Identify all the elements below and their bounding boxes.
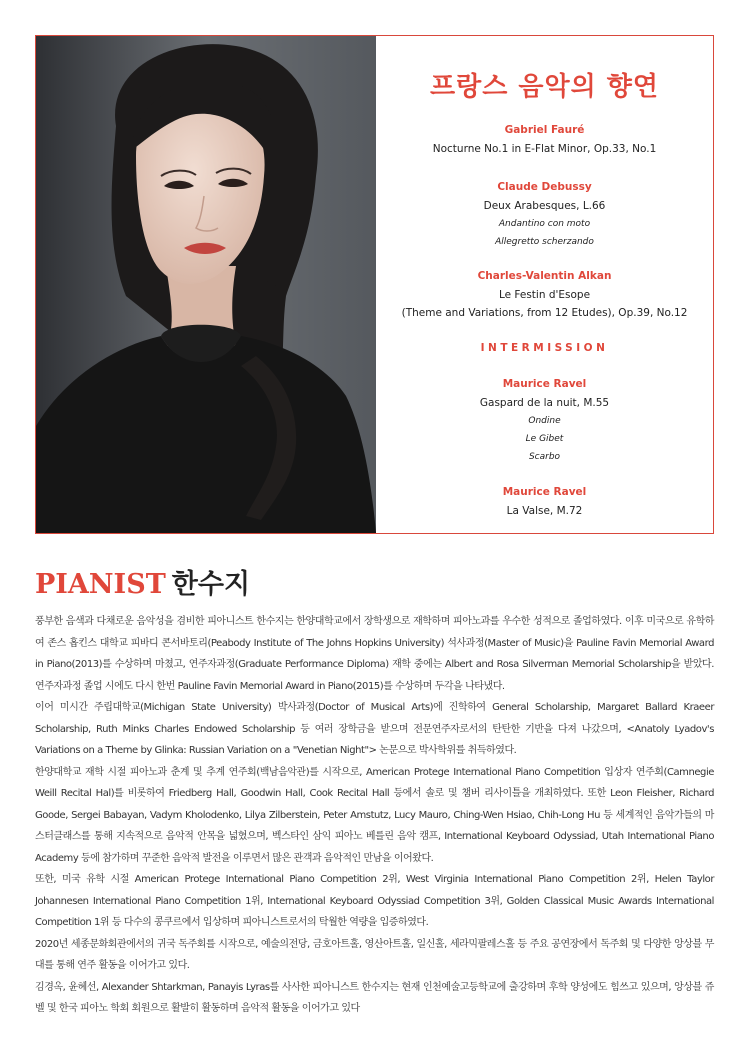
composer-name: Claude Debussy [497,181,592,193]
work-title: Gaspard de la nuit, M.55 [479,397,610,409]
bio-text [35,611,714,1020]
bio-heading-pianist: PIANIST [35,569,166,600]
program-piece [376,377,713,466]
program-piece [376,180,713,251]
movement: Le Gibet [525,434,564,444]
portrait-illustration [36,36,376,533]
pianist-portrait [36,36,376,533]
intermission-label: INTERMISSION [480,342,609,354]
bio-paragraph: 한양대학교 재학 시절 피아노과 춘계 및 추계 연주회(백남음악관)를 시작으로, American Protege International Piano Competition 입상자 연주회(Camnegie Weill Recital Hal)를 비롯하여 Friedberg Hall, Goodwin Hall, Cook Recital Hall 등에서 솔로 및 챔버 리사이틀을 개최하였다. 또한 Leon Fleisher, Richard Goode, Sergei Babayan, Vadym Kholodenko, Lilya Zilberstein, Peter Amstutz, Lucy Mauro, Ching-Wen Hsiao, Chih-Long Hu 등 세계적인 음악가들의 마스터클래스를 통해 지속적으로 음악적 안목을 넓혔으며, 벡스타인 삼익 피아노 베를린 음악 캠프, International Keyboard Odyssiad, Utah International Piano Academy 등에 참가하며 꾸준한 음악적 발전을 이루면서 많은 관객과 음악적인 만남을 이어왔다. [35,766,714,864]
composer-name: Gabriel Fauré [504,124,585,136]
work-title: La Valse, M.72 [506,505,583,517]
bio-paragraph: 김경옥, 윤혜선, Alexander Shtarkman, Panayis Lyras를 사사한 피아니스트 한수지는 현재 인천예술고등학교에 출강하며 후학 양성에도 힘쓰고 있으며, 앙상블 쥬벨 및 한국 피아노 학회 회원으로 활발히 활동하며 음악적 활동을 이어가고 있다 [35,981,714,1014]
composer-name: Charles-Valentin Alkan [477,270,612,282]
bio-paragraph: 이어 미시간 주립대학교(Michigan State University) 박사과정(Doctor of Musical Arts)에 진학하여 General Scholarship, Margaret Ballard Kraeer Scholarship, Ruth Minks Charles Endowed Scholarship 등 여러 장학금을 받으며 전문연주자로서의 탄탄한 기반을 다져 나갔으며, <Anatoly Lyadov's Variations on a Theme by Glinka: Russian Variation on a "Venetian Night"> 논문으로 박사학위를 취득하였다. [35,702,714,756]
bio-heading [35,562,250,602]
movement: Andantino con moto [498,219,591,229]
program-frame [35,35,714,534]
program-piece [376,485,713,520]
composer-name: Maurice Ravel [502,378,587,390]
work-title: Nocturne No.1 in E-Flat Minor, Op.33, No.1 [432,143,657,155]
bio-paragraph: 풍부한 음색과 다채로운 음악성을 겸비한 피아니스트 한수지는 한양대학교에서 장학생으로 재학하며 피아노과를 우수한 성적으로 졸업하였다. 이후 미국으로 유학하여 존스 홉킨스 대학교 피바디 콘서바토리(Peabody Institute of The Johns Hopkins University) 석사과정(Master of Music)을 Pauline Favin Memorial Award in Piano(2013)를 수상하며 마쳤고, 연주자과정(Graduate Performance Diploma) 재학 중에는 Albert and Rosa Silverman Memorial Scholarship을 받았다. 연주자과정 졸업 시에도 다시 한번 Pauline Favin Memorial Award in Piano(2015)를 수상하며 두각을 나타냈다. [35,616,714,692]
bio-heading-name: 한수지 [171,569,251,600]
movement: Ondine [528,416,561,426]
movement: Allegretto scherzando [495,237,594,247]
concert-title: 프랑스 음악의 향연 [429,72,660,102]
work-subtitle: (Theme and Variations, from 12 Etudes), Op.39, No.12 [401,307,688,319]
bio-paragraph: 또한, 미국 유학 시절 American Protege International Piano Competition 2위, West Virginia International Piano Competition 2위, Helen Taylor Johannesen International Piano Competition 1위, International Keyboard Odyssiad Competition 3위, Golden Classical Music Awards International Competition 1위 등 다수의 콩쿠르에서 입상하며 피아니스트로서의 탁월한 역량을 입증하였다. [35,874,714,928]
composer-name: Maurice Ravel [502,486,587,498]
movement: Scarbo [528,452,561,462]
work-title: Le Festin d'Esope [498,289,591,301]
work-title: Deux Arabesques, L.66 [483,200,606,212]
program-piece [376,269,713,322]
bio-paragraph: 2020년 세종문화회관에서의 귀국 독주회를 시작으로, 예술의전당, 금호아트홀, 영산아트홀, 일신홀, 세라믹팔레스홀 등 주요 공연장에서 독주회 및 다양한 앙상블 무대를 통해 연주 활동을 이어가고 있다. [35,938,714,971]
program-piece [376,123,713,158]
concert-program [376,36,713,533]
